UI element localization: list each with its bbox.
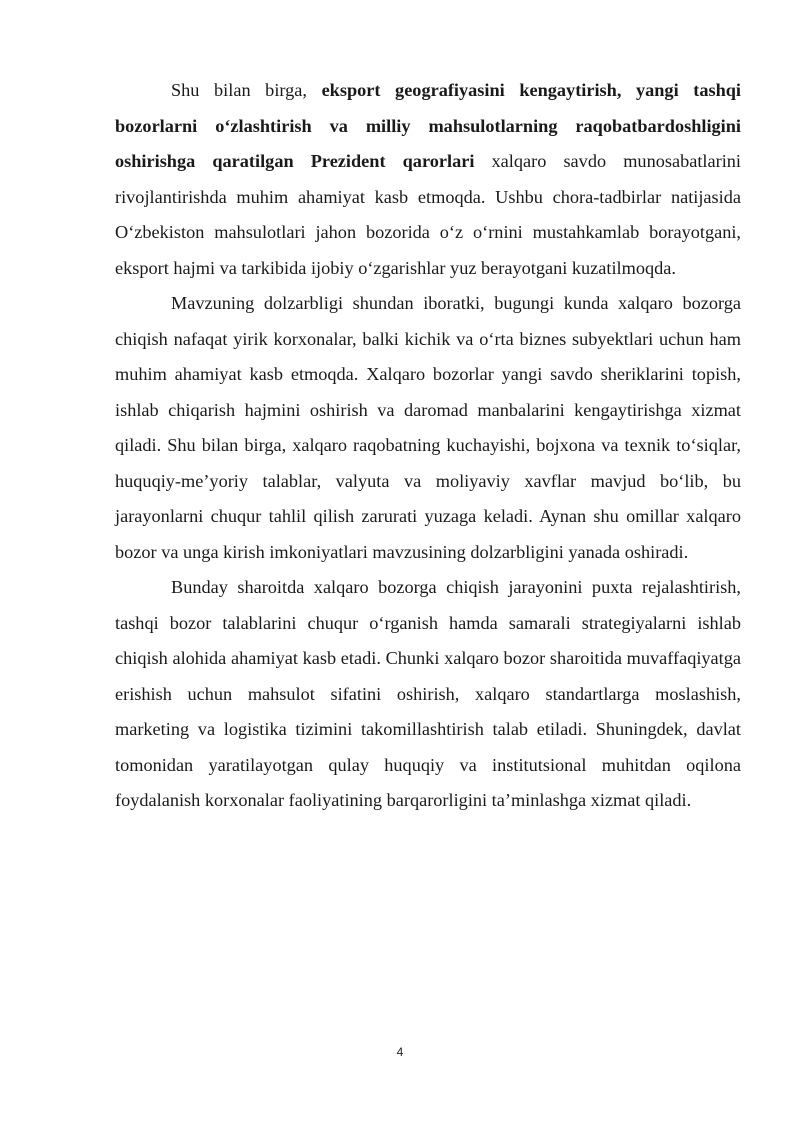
paragraph-1-bold: eksport geografiyasini kengaytirish, yangi tashqi bozorlarni o‘zlashtirish va milliy mahsulotlarning raqobatbardoshligini oshirishga qaratilgan Prezident qarorlari xyxy=(115,80,741,171)
paragraph-3: Bunday sharoitda xalqaro bozorga chiqish jarayonini puxta rejalashtirish, tashqi bozor talablarini chuqur o‘rganish hamda samarali strategiyalarni ishlab chiqish alohida ahamiyat kasb etadi. Chunki xalqaro bozor sharoitida muvaffaqiyatga erishish uchun mahsulot sifatini oshirish, xalqaro standartlarga moslashish, marketing va logistika tizimini takomillashtirish talab etiladi. Shuningdek, davlat tomonidan yaratilayotgan qulay huquqiy va institutsional muhitdan oqilona foydalanish korxonalar faoliyatining barqarorligini ta’minlashga xizmat qiladi. xyxy=(115,577,741,810)
paragraph-1 xyxy=(115,73,741,286)
page-number: 4 xyxy=(396,1045,404,1059)
body-text xyxy=(115,73,741,819)
paragraph-1-rest: xalqaro savdo munosabatlarini rivojlantirishda muhim ahamiyat kasb etmoqda. Ushbu chora-tadbirlar natijasida O‘zbekiston mahsulotlari jahon bozorida o‘z o‘rnini mustahkamlab borayotgani, eksport hajmi va tarkibida ijobiy o‘zgarishlar yuz berayotgani kuzatilmoqda. xyxy=(115,151,741,278)
paragraph-1-lead: Shu bilan birga, xyxy=(171,80,322,100)
paragraph-2: Mavzuning dolzarbligi shundan iboratki, bugungi kunda xalqaro bozorga chiqish nafaqat yirik korxonalar, balki kichik va o‘rta biznes subyektlari uchun ham muhim ahamiyat kasb etmoqda. Xalqaro bozorlar yangi savdo sheriklarini topish, ishlab chiqarish hajmini oshirish va daromad manbalarini kengaytirishga xizmat qiladi. Shu bilan birga, xalqaro raqobatning kuchayishi, bojxona va texnik to‘siqlar, huquqiy-me’yoriy talablar, valyuta va moliyaviy xavflar mavjud bo‘lib, bu jarayonlarni chuqur tahlil qilish zarurati yuzaga keladi. Aynan shu omillar xalqaro bozor va unga kirish imkoniyatlari mavzusining dolzarbligini yanada oshiradi. xyxy=(115,293,741,562)
